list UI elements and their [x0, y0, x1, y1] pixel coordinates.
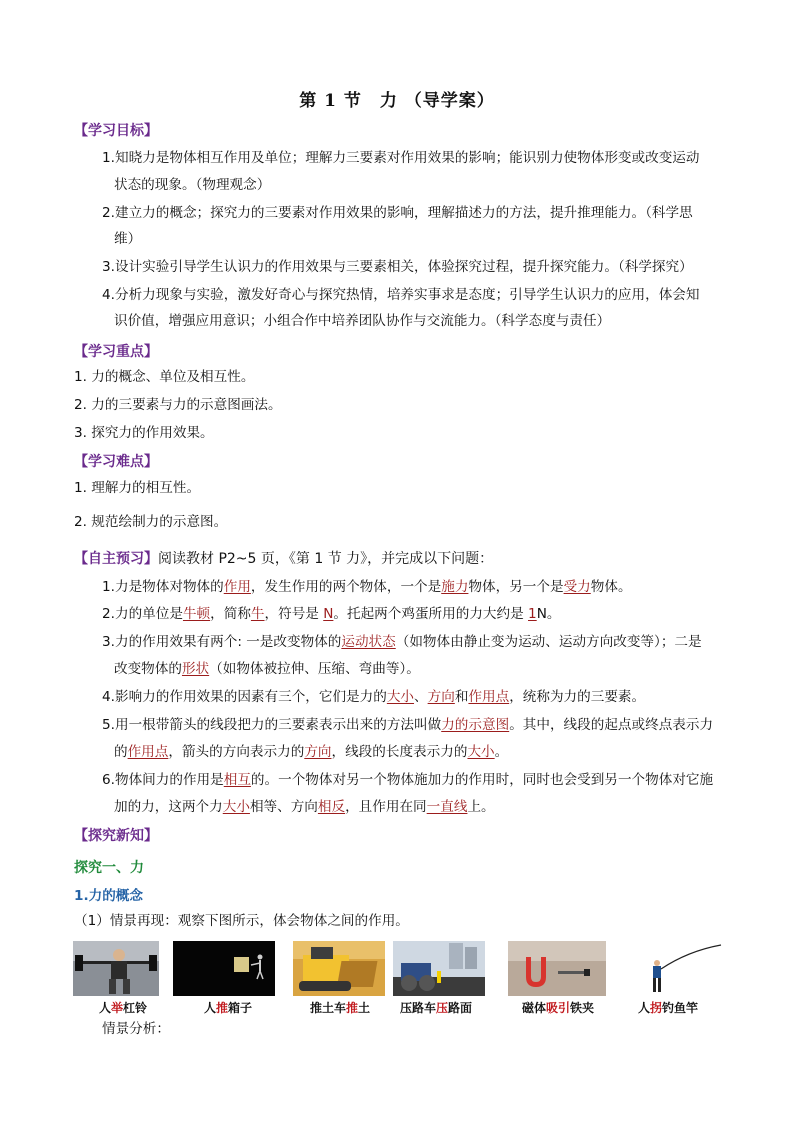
answer: 大小 [222, 799, 250, 815]
caption-text: 人 [99, 1001, 112, 1015]
answer: 大小 [386, 689, 415, 705]
text: 改变物体的 [114, 661, 182, 677]
answer: 牛顿 [182, 606, 211, 622]
text: 物体。 [590, 579, 632, 595]
text: ，线段的长度表示力的 [331, 744, 468, 760]
answer: 相互 [223, 772, 251, 788]
page-title: 第 1 节 力 （导学案） [299, 91, 495, 111]
text: 2.力的单位是 [102, 606, 183, 622]
caption-text: 磁体 [522, 1001, 547, 1015]
answer: 施力 [441, 579, 469, 595]
objective-4-line-2: 识价值，增强应用意识；小组合作中培养团队协作与交流能力。（科学态度与责任） [114, 313, 611, 329]
caption-text: 杠铃 [123, 1001, 148, 1015]
text: 。 [494, 744, 509, 760]
text: ，统称为力的三要素。 [509, 689, 646, 705]
text: 5.用一根带箭头的线段把力的三要素表示出来的方法叫做 [102, 717, 442, 733]
text: ，简称 [210, 606, 251, 622]
answer: 运动状态 [341, 634, 396, 650]
key-point-2: 2. 力的三要素与力的示意图画法。 [74, 397, 282, 413]
weightlifting-image [73, 941, 159, 996]
scene-intro: （1）情景再现：观察下图所示，体会物体之间的作用。 [74, 913, 409, 929]
answer: 相反 [317, 799, 346, 815]
objective-2-line-2: 维） [114, 231, 142, 247]
caption-6 [638, 999, 698, 1016]
caption-3 [310, 999, 370, 1016]
text: 加的力，这两个力 [114, 799, 223, 815]
difficulty-2: 2. 规范绘制力的示意图。 [74, 514, 228, 530]
answer: 1 [528, 606, 537, 622]
text: 和 [454, 689, 469, 705]
caption-text: 压路车 [400, 1001, 437, 1015]
text: 。托起两个鸡蛋所用的力大约是 [333, 606, 529, 622]
text: 相等、方向 [249, 799, 318, 815]
preview-intro: 阅读教材 P2~5 页，《第 1 节 力》，并完成以下问题： [158, 551, 494, 567]
caption-highlight: 吸引 [546, 1001, 571, 1015]
key-point-1: 1. 力的概念、单位及相互性。 [74, 369, 255, 385]
objectives-heading: 【学习目标】 [74, 123, 158, 139]
preview-q5-line-2 [114, 743, 508, 761]
answer: 形状 [181, 661, 210, 677]
text: 6.物体间力的作用是 [102, 772, 224, 788]
caption-text: 土 [358, 1001, 371, 1015]
answer: 作用点 [468, 689, 510, 705]
text: ，符号是 [264, 606, 324, 622]
pushing-box-image [173, 941, 275, 996]
caption-4 [400, 999, 472, 1016]
explore-heading: 【探究新知】 [74, 828, 158, 844]
text: 1.力是物体对物体的 [102, 579, 224, 595]
bulldozer-image [293, 941, 385, 996]
scene-analysis-label: 情景分析： [102, 1021, 170, 1037]
text: 3.力的作用效果有两个: 一是改变物体的 [102, 634, 342, 650]
caption-text: 人 [638, 1001, 651, 1015]
answer: 作用 [223, 579, 251, 595]
caption-highlight: 举 [111, 1001, 124, 1015]
preview-heading-label: 【自主预习】 [74, 551, 158, 567]
fishing-rod-image [633, 941, 723, 996]
answer: 牛 [250, 606, 265, 622]
text: ，且作用在同 [345, 799, 427, 815]
text: 、 [414, 689, 428, 705]
preview-q6-line-1 [102, 771, 713, 789]
caption-2 [204, 999, 252, 1016]
objective-1-line-2: 状态的现象。（物理观念） [114, 177, 271, 193]
caption-5 [522, 999, 594, 1016]
preview-q5-line-1 [102, 716, 713, 734]
answer: 方向 [427, 689, 455, 705]
caption-highlight: 推 [346, 1001, 359, 1015]
text: 。其中，线段的起点或终点表示力 [509, 717, 714, 733]
text: 上。 [467, 799, 495, 815]
answer: 一直线 [426, 799, 468, 815]
caption-highlight: 压 [436, 1001, 449, 1015]
answer: 受力 [563, 579, 591, 595]
text: N。 [536, 606, 561, 622]
text: 物体，另一个是 [468, 579, 564, 595]
answer: 方向 [304, 744, 332, 760]
caption-text: 路面 [448, 1001, 473, 1015]
caption-text: 推土车 [310, 1001, 347, 1015]
preview-q3-line-2 [114, 660, 420, 678]
answer: 大小 [467, 744, 495, 760]
caption-text: 铁夹 [570, 1001, 595, 1015]
text: ，发生作用的两个物体，一个是 [250, 579, 442, 595]
preview-q6-line-2 [114, 798, 495, 816]
text: 4.影响力的作用效果的因素有三个，它们是力的 [102, 689, 387, 705]
objective-1-line-1: 1.知晓力是物体相互作用及单位；理解力三要素对作用效果的影响；能识别力使物体形变或改变运动 [102, 150, 700, 166]
magnet-image [508, 941, 606, 996]
preview-q3-line-1 [102, 633, 702, 651]
key-points-heading: 【学习重点】 [74, 344, 158, 360]
objective-2-line-1: 2.建立力的概念；探究力的三要素对作用效果的影响，理解描述力的方法，提升推理能力。（科学思 [102, 205, 693, 221]
caption-text: 箱子 [228, 1001, 253, 1015]
text: 的。一个物体对另一个物体施加力的作用时，同时也会受到另一个物体对它施 [250, 772, 714, 788]
answer: 力的示意图 [441, 717, 510, 733]
difficulties-heading: 【学习难点】 [74, 454, 158, 470]
preview-q2 [102, 605, 560, 623]
caption-highlight: 拐 [650, 1001, 663, 1015]
preview-q4 [102, 688, 645, 706]
text: ，箭头的方向表示力的 [168, 744, 305, 760]
text: （如物体由静止变为运动、运动方向改变等）；二是 [395, 634, 702, 650]
explore-subheading-2: 1.力的概念 [74, 888, 143, 904]
difficulty-1: 1. 理解力的相互性。 [74, 480, 201, 496]
answer: 作用点 [127, 744, 169, 760]
caption-highlight: 推 [216, 1001, 229, 1015]
text: 的 [114, 744, 128, 760]
caption-text: 钓鱼竿 [662, 1001, 699, 1015]
caption-text: 人 [204, 1001, 217, 1015]
caption-1 [99, 999, 147, 1016]
objective-3-line-1: 3.设计实验引导学生认识力的作用效果与三要素相关，体验探究过程，提升探究能力。（科学探究） [102, 259, 693, 275]
road-roller-image [393, 941, 485, 996]
answer: N [323, 606, 334, 622]
preview-heading [74, 548, 493, 568]
objective-4-line-1: 4.分析力现象与实验，激发好奇心与探究热情，培养实事求是态度；引导学生认识力的应用，体会知 [102, 287, 700, 303]
explore-subheading-1: 探究一、力 [74, 860, 144, 876]
text: （如物体被拉伸、压缩、弯曲等）。 [209, 661, 420, 677]
preview-q1 [102, 578, 632, 596]
key-point-3: 3. 探究力的作用效果。 [74, 425, 214, 441]
